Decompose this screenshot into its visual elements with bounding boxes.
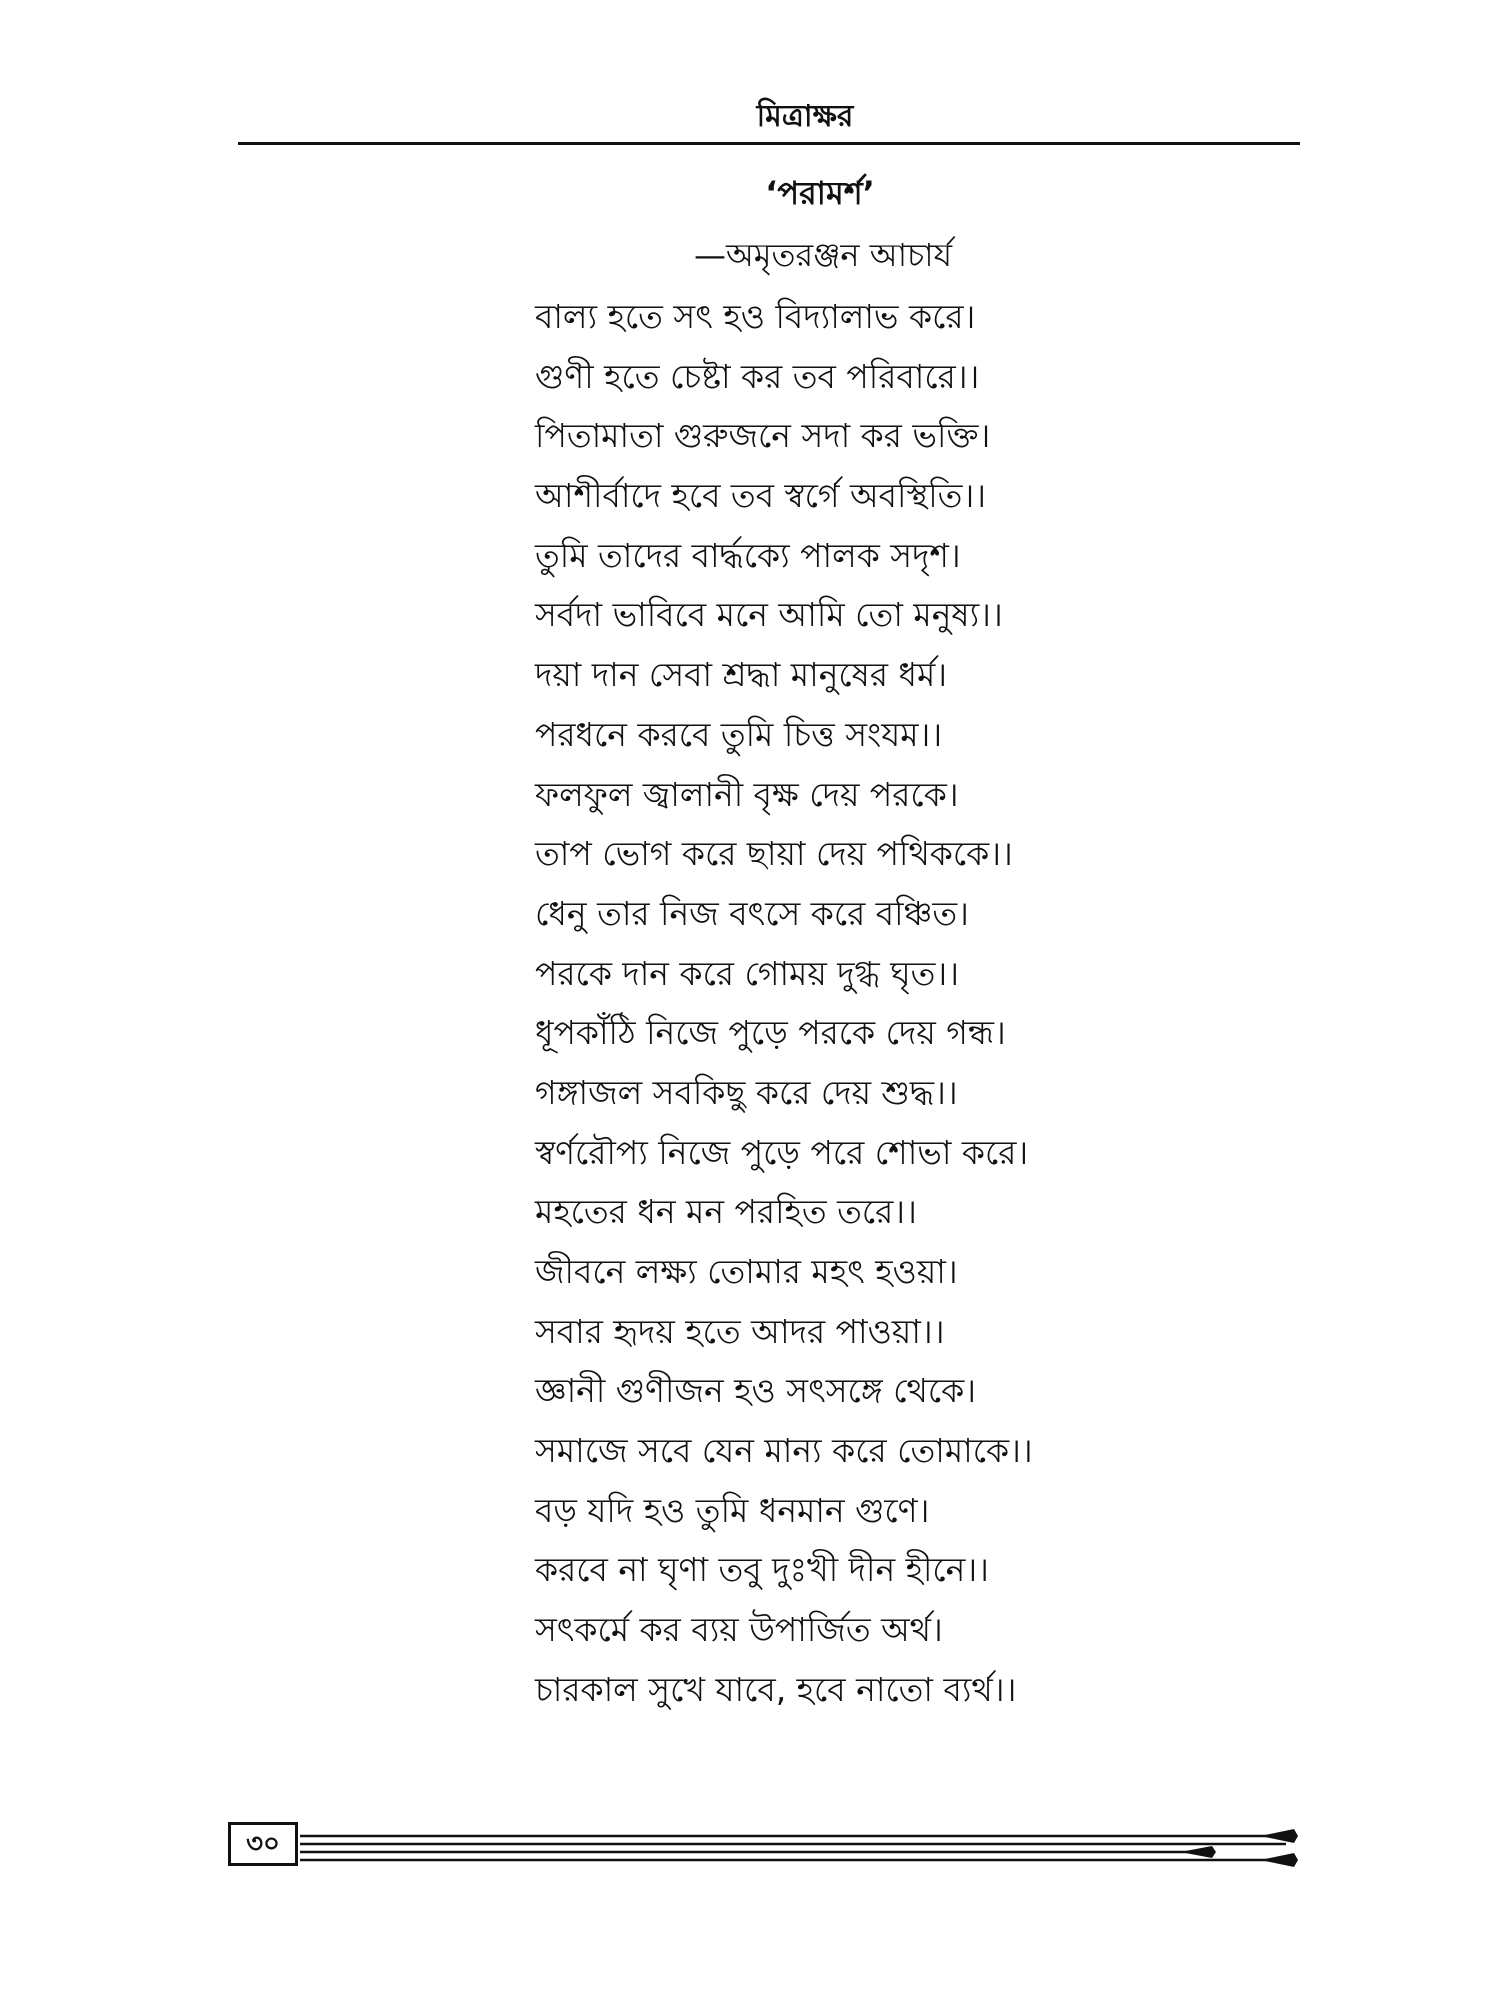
footer-ornamental-rule: [300, 1824, 1300, 1870]
poem-line: পিতামাতা গুরুজনে সদা কর ভক্তি।: [535, 416, 991, 456]
poem-title: ‘পরামর্শ’: [765, 174, 875, 212]
poem-line: করবে না ঘৃণা তবু দুঃখী দীন হীনে।।: [535, 1550, 989, 1590]
poem-author: —অমৃতরঞ্জন আচার্য: [694, 236, 953, 274]
poem-line: ধেনু তার নিজ বৎসে করে বঞ্চিত।: [535, 893, 969, 933]
poem-line: দয়া দান সেবা শ্রদ্ধা মানুষের ধর্ম।: [535, 655, 948, 695]
header-divider: [238, 142, 1300, 145]
poem-line: জীবনে লক্ষ্য তোমার মহৎ হওয়া।: [535, 1252, 958, 1291]
poem-line: আশীর্বাদে হবে তব স্বর্গে অবস্থিতি।।: [535, 476, 987, 516]
poem-line: গঙ্গাজল সবকিছু করে দেয় শুদ্ধ।।: [535, 1072, 958, 1112]
poem-line: স্বর্ণরৌপ্য নিজে পুড়ে পরে শোভা করে।: [535, 1132, 1029, 1172]
poem-line: মহতের ধন মন পরহিত তরে।।: [535, 1192, 917, 1232]
poem-line: পরধনে করবে তুমি চিত্ত সংযম।।: [535, 714, 943, 754]
poem-line: তুমি তাদের বার্দ্ধক্যে পালক সদৃশ।: [535, 535, 961, 575]
poem-line: গুণী হতে চেষ্টা কর তব পরিবারে।।: [535, 356, 980, 396]
poem-line: বাল্য হতে সৎ হও বিদ্যালাভ করে।: [535, 297, 976, 336]
poem-line: তাপ ভোগ করে ছায়া দেয় পথিককে।।: [535, 834, 1013, 874]
poem-line: বড় যদি হও তুমি ধনমান গুণে।: [535, 1490, 930, 1530]
poem-line: সমাজে সবে যেন মান্য করে তোমাকে।।: [535, 1431, 1033, 1471]
poem-line: ফলফুল জ্বালানী বৃক্ষ দেয় পরকে।: [535, 774, 959, 814]
poem-line: পরকে দান করে গোময় দুগ্ধ ঘৃত।।: [535, 953, 959, 993]
poem-line: সর্বদা ভাবিবে মনে আমি তো মনুষ্য।।: [535, 595, 1003, 635]
poem-line: চারকাল সুখে যাবে, হবে নাতো ব্যর্থ।।: [535, 1669, 1017, 1709]
poem-line: সৎকর্মে কর ব্যয় উপার্জিত অর্থ।: [535, 1610, 943, 1650]
poem-line: ধূপকাঁঠি নিজে পুড়ে পরকে দেয় গন্ধ।: [535, 1013, 1006, 1053]
poem-body: [535, 287, 1033, 1720]
running-head: মিত্রাক্ষর: [756, 99, 854, 134]
poem-line: জ্ঞানী গুণীজন হও সৎসঙ্গে থেকে।: [535, 1371, 977, 1411]
page-number: ৩০: [228, 1822, 298, 1866]
poem-line: সবার হৃদয় হতে আদর পাওয়া।।: [535, 1311, 945, 1351]
